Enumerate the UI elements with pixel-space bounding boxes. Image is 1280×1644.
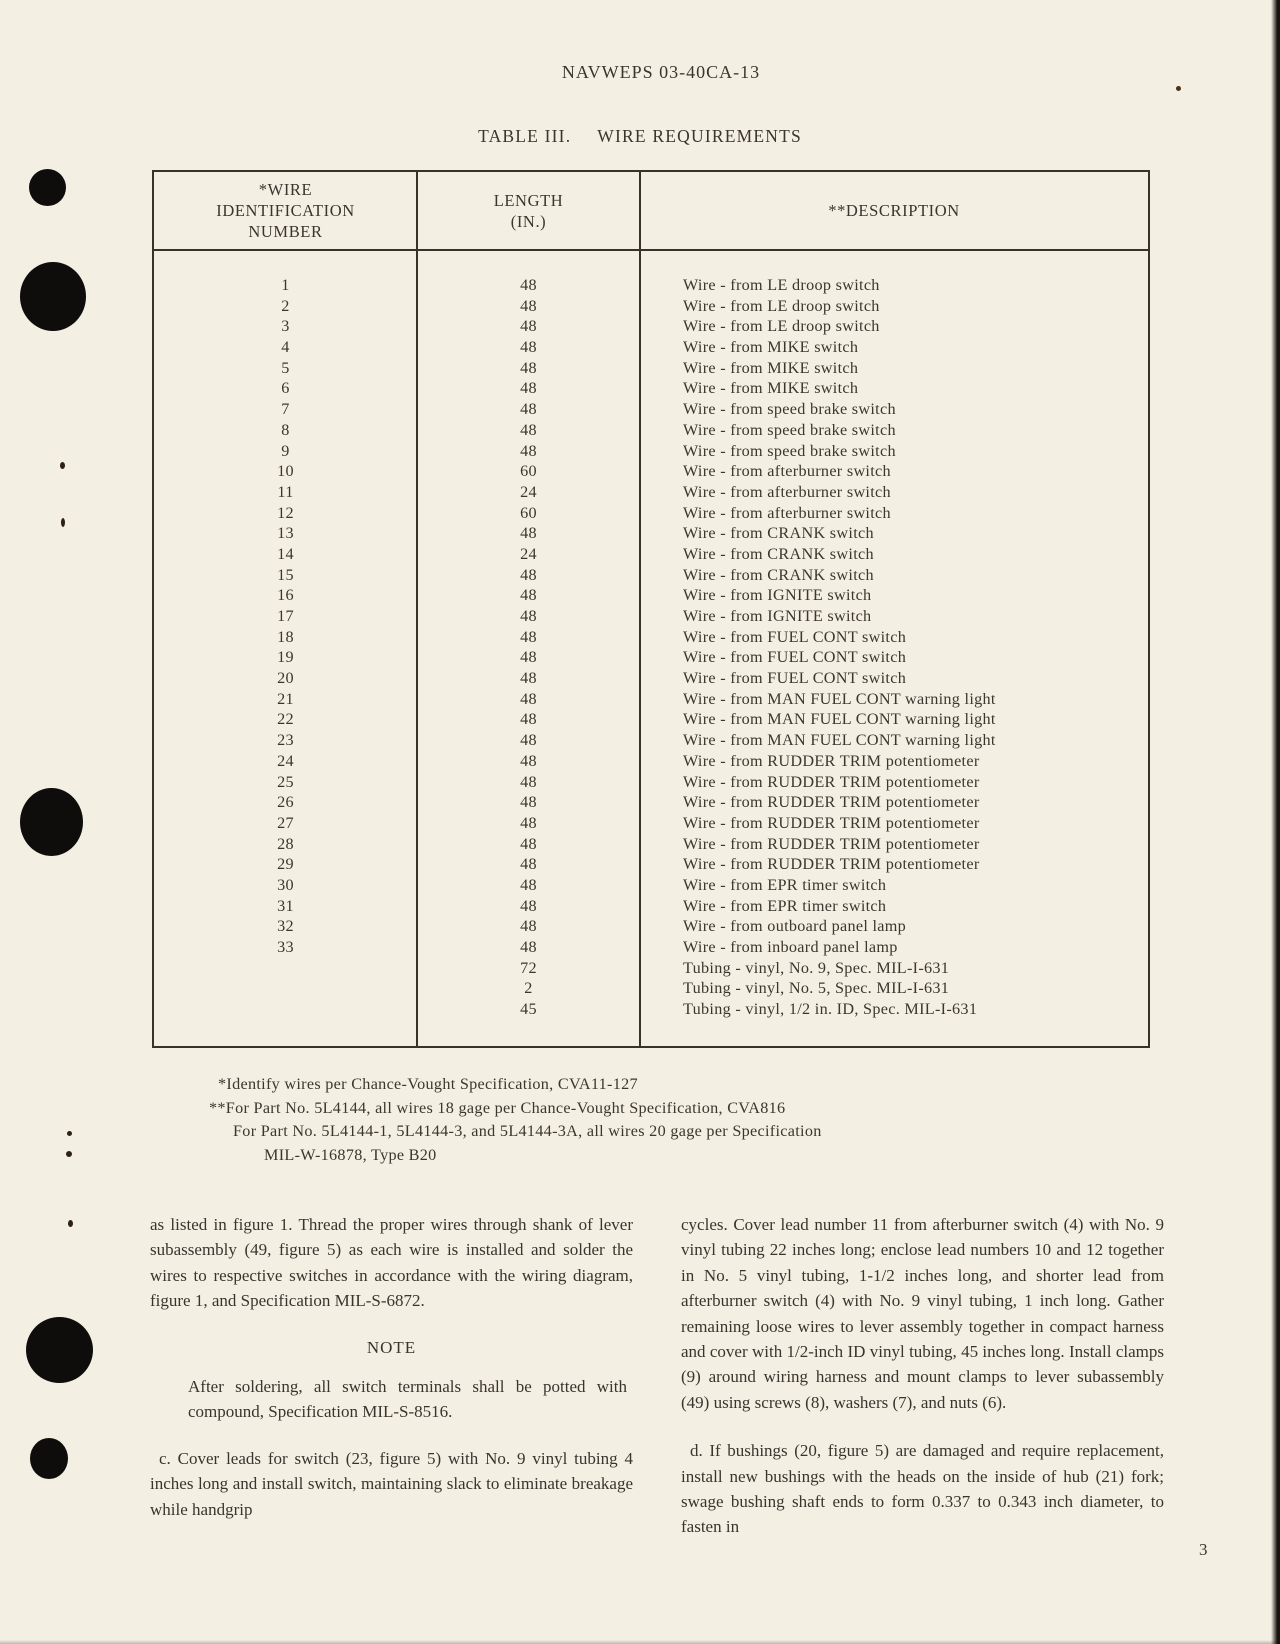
description-cell: Wire - from speed brake switch [683,441,896,460]
description-cell: Wire - from CRANK switch [683,544,874,563]
table-row [154,958,1148,979]
description-cell: Wire - from RUDDER TRIM potentiometer [683,813,980,832]
length-cell: 48 [520,338,537,357]
description-cell: Wire - from RUDDER TRIM potentiometer [683,793,980,812]
length-cell: 60 [520,503,537,522]
wire-id-cell: 27 [277,813,294,832]
description-cell: Wire - from LE droop switch [683,317,880,336]
wire-id-cell [154,958,417,979]
wire-id-cell: 14 [277,544,294,563]
table-row [154,585,1148,606]
table-row [154,854,1148,875]
length-cell: 48 [520,689,537,708]
table-header-row [154,172,1148,249]
wire-id-cell [154,978,417,999]
description-cell: Tubing - vinyl, No. 9, Spec. MIL-I-631 [683,958,950,977]
length-cell: 48 [520,938,537,956]
description-cell: Wire - from FUEL CONT switch [683,627,907,646]
table-row [154,916,1148,937]
description-cell: Wire - from LE droop switch [683,296,880,315]
note-text: After soldering, all switch terminals shall be potted with compound, Specification MIL-S-8516. [188,1377,627,1422]
length-cell: 48 [520,627,537,646]
description-cell: Wire - from MAN FUEL CONT warning light [683,731,996,750]
table-row [154,337,1148,358]
length-cell: 48 [520,441,537,460]
length-cell: 60 [520,462,537,481]
wire-id-cell: 3 [281,317,290,336]
length-cell: 48 [520,524,537,543]
ink-speck [68,1220,73,1227]
body-right-column [681,1212,1164,1540]
length-cell: 48 [520,917,537,936]
table-row [154,772,1148,793]
wire-id-cell: 26 [277,793,294,812]
description-cell: Wire - from speed brake switch [683,420,896,439]
table-row [154,999,1148,1020]
table-row [154,751,1148,772]
description-cell: Wire - from EPR timer switch [683,875,887,894]
length-cell: 24 [520,544,537,563]
header-wire-id: *WIRE IDENTIFICATION NUMBER [216,180,355,241]
description-cell: Wire - from IGNITE switch [683,607,872,625]
description-cell: Wire - from MIKE switch [683,338,859,357]
table-row [154,689,1148,710]
note-heading: NOTE [366,1337,417,1357]
length-cell: 48 [520,793,537,812]
description-cell: Wire - from RUDDER TRIM potentiometer [683,751,980,770]
length-cell: 45 [520,1000,537,1019]
description-cell: Wire - from FUEL CONT switch [683,648,907,667]
table-row [154,896,1148,917]
description-cell: Wire - from MAN FUEL CONT warning light [683,689,996,708]
wire-id-cell: 4 [281,338,290,357]
table-row [154,399,1148,420]
table-row [154,420,1148,441]
description-cell: Wire - from RUDDER TRIM potentiometer [683,834,980,853]
wire-id-cell: 33 [277,938,294,956]
length-cell: 48 [520,586,537,605]
page-number: 3 [1199,1540,1208,1559]
binder-hole-dot [26,1317,93,1383]
table-row [154,606,1148,627]
wire-id-cell: 2 [281,296,290,315]
length-cell: 48 [520,296,537,315]
table-title-label: TABLE III. [478,126,572,146]
wire-id-cell: 23 [277,731,294,750]
table-row [154,358,1148,379]
scan-bottom-shadow [0,1640,1280,1644]
wire-id-cell: 16 [277,586,294,605]
wire-id-cell: 18 [277,627,294,646]
table-row [154,482,1148,503]
description-cell: Wire - from LE droop switch [683,276,880,294]
footnote-gage-20: For Part No. 5L4144-1, 5L4144-3, and 5L4144-3A, all wires 20 gage per Specification [233,1122,822,1140]
binder-hole-dot [30,1438,68,1479]
table-row [154,544,1148,565]
doc-number: NAVWEPS 03-40CA-13 [561,62,761,82]
table-row [154,275,1148,296]
table-body [154,251,1148,1046]
table-row [154,937,1148,958]
wire-id-cell: 22 [277,710,294,729]
length-cell: 48 [520,813,537,832]
wire-id-cell: 21 [277,689,294,708]
paragraph-cycles: cycles. Cover lead number 11 from afterburner switch (4) with No. 9 vinyl tubing 22 inches long; enclose lead numbers 10 and 12 together in No. 5 vinyl tubing, 1-1/2 inches long, and shorter lead from afterburner switch (4) with No. 9 vinyl tubing, 1 inch long. Gather remaining loose wires to lever assembly together in compact harness and cover with 1/2-inch ID vinyl tubing, 45 inches long. Install clamps (9) around wiring harness and mount clamps to lever subassembly (49) using screws (8), washers (7), and nuts (6). [681,1215,1164,1412]
wire-id-cell: 1 [281,276,290,294]
table-row [154,813,1148,834]
wire-id-cell: 32 [277,917,294,936]
table-row [154,316,1148,337]
table-row [154,565,1148,586]
ink-speck [60,462,65,469]
wire-id-cell: 8 [281,420,290,439]
description-cell: Wire - from RUDDER TRIM potentiometer [683,772,980,791]
table-row [154,875,1148,896]
length-cell: 48 [520,751,537,770]
header-length: LENGTH (IN.) [493,190,564,231]
description-cell: Wire - from afterburner switch [683,503,891,522]
wire-id-cell: 11 [277,482,294,501]
table-title-text: WIRE REQUIREMENTS [597,126,802,146]
wire-id-cell: 17 [277,607,294,625]
header-description: **DESCRIPTION [828,201,960,220]
binder-hole-dot [20,262,86,331]
table-row [154,523,1148,544]
table-row [154,730,1148,751]
wire-requirements-table [152,170,1150,1048]
description-cell: Wire - from RUDDER TRIM potentiometer [683,855,980,874]
body-left-column [150,1212,633,1522]
footnote-spec: MIL-W-16878, Type B20 [264,1145,437,1164]
wire-id-cell: 30 [277,875,294,894]
description-cell: Wire - from MIKE switch [683,358,859,377]
description-cell: Tubing - vinyl, 1/2 in. ID, Spec. MIL-I-631 [683,1000,978,1019]
description-cell: Wire - from IGNITE switch [683,586,872,605]
wire-id-cell: 20 [277,669,294,688]
wire-id-cell: 29 [277,855,294,874]
table-row [154,668,1148,689]
table-row [154,647,1148,668]
length-cell: 48 [520,400,537,419]
wire-id-cell: 7 [281,400,290,419]
description-cell: Wire - from speed brake switch [683,400,896,419]
footnote-gage-18: **For Part No. 5L4144, all wires 18 gage per Chance-Vought Specification, CVA816 [209,1098,786,1117]
paragraph-c: c. Cover leads for switch (23, figure 5) with No. 9 vinyl tubing 4 inches long and install switch, maintaining slack to eliminate breakage while handgrip [150,1448,633,1519]
length-cell: 72 [520,958,537,977]
table-row [154,627,1148,648]
length-cell: 48 [520,731,537,750]
description-cell: Wire - from afterburner switch [683,462,891,481]
description-cell: Wire - from EPR timer switch [683,896,887,915]
length-cell: 48 [520,896,537,915]
table-title [0,126,1280,147]
description-cell: Wire - from afterburner switch [683,482,891,501]
binder-hole-dot [20,788,83,856]
wire-id-cell: 15 [277,565,294,584]
wire-id-cell: 9 [281,441,290,460]
length-cell: 48 [520,669,537,688]
length-cell: 48 [520,648,537,667]
wire-id-cell [154,999,417,1020]
table-row [154,441,1148,462]
ink-speck [61,518,65,527]
wire-id-cell: 10 [277,462,294,481]
table-row [154,461,1148,482]
length-cell: 48 [520,834,537,853]
table-row [154,378,1148,399]
length-cell: 48 [520,358,537,377]
description-cell: Wire - from outboard panel lamp [683,917,907,936]
wire-id-cell: 13 [277,524,294,543]
binder-hole-dot [29,169,66,206]
length-cell: 24 [520,482,537,501]
description-cell: Wire - from CRANK switch [683,524,874,543]
length-cell: 48 [520,276,537,294]
table-row [154,296,1148,317]
length-cell: 48 [520,379,537,398]
table-row [154,978,1148,999]
wire-id-cell: 5 [281,358,290,377]
table-row [154,792,1148,813]
ink-speck [1176,86,1181,91]
wire-id-cell: 6 [281,379,290,398]
length-cell: 2 [524,979,533,998]
description-cell: Tubing - vinyl, No. 5, Spec. MIL-I-631 [683,979,950,998]
length-cell: 48 [520,607,537,625]
wire-id-cell: 24 [277,751,294,770]
wire-id-cell: 25 [277,772,294,791]
paragraph-continuation: as listed in figure 1. Thread the proper wires through shank of lever subassembly (49, figure 5) as each wire is installed and solder the wires to respective switches in accordance with the wiring diagram, figure 1, and Specification MIL-S-6872. [150,1215,633,1311]
length-cell: 48 [520,710,537,729]
table-row [154,503,1148,524]
description-cell: Wire - from CRANK switch [683,565,874,584]
wire-id-cell: 28 [277,834,294,853]
length-cell: 48 [520,420,537,439]
length-cell: 48 [520,855,537,874]
description-cell: Wire - from inboard panel lamp [683,938,898,956]
table-footnotes [0,1073,1280,1167]
table-row [154,709,1148,730]
scan-edge-shadow [1271,0,1280,1644]
footnote-identify: *Identify wires per Chance-Vought Specification, CVA11-127 [218,1075,638,1093]
length-cell: 48 [520,772,537,791]
length-cell: 48 [520,317,537,336]
description-cell: Wire - from FUEL CONT switch [683,669,907,688]
wire-id-cell: 12 [277,503,294,522]
length-cell: 48 [520,875,537,894]
table-row [154,834,1148,855]
wire-id-cell: 19 [277,648,294,667]
wire-id-cell: 31 [277,896,294,915]
description-cell: Wire - from MIKE switch [683,379,859,398]
length-cell: 48 [520,565,537,584]
paragraph-d: d. If bushings (20, figure 5) are damaged and require replacement, install new bushings with the heads on the inside of hub (21) fork; swage bushing shaft ends to form 0.337 to 0.343 inch diameter, to fasten in [681,1441,1164,1537]
description-cell: Wire - from MAN FUEL CONT warning light [683,710,996,729]
